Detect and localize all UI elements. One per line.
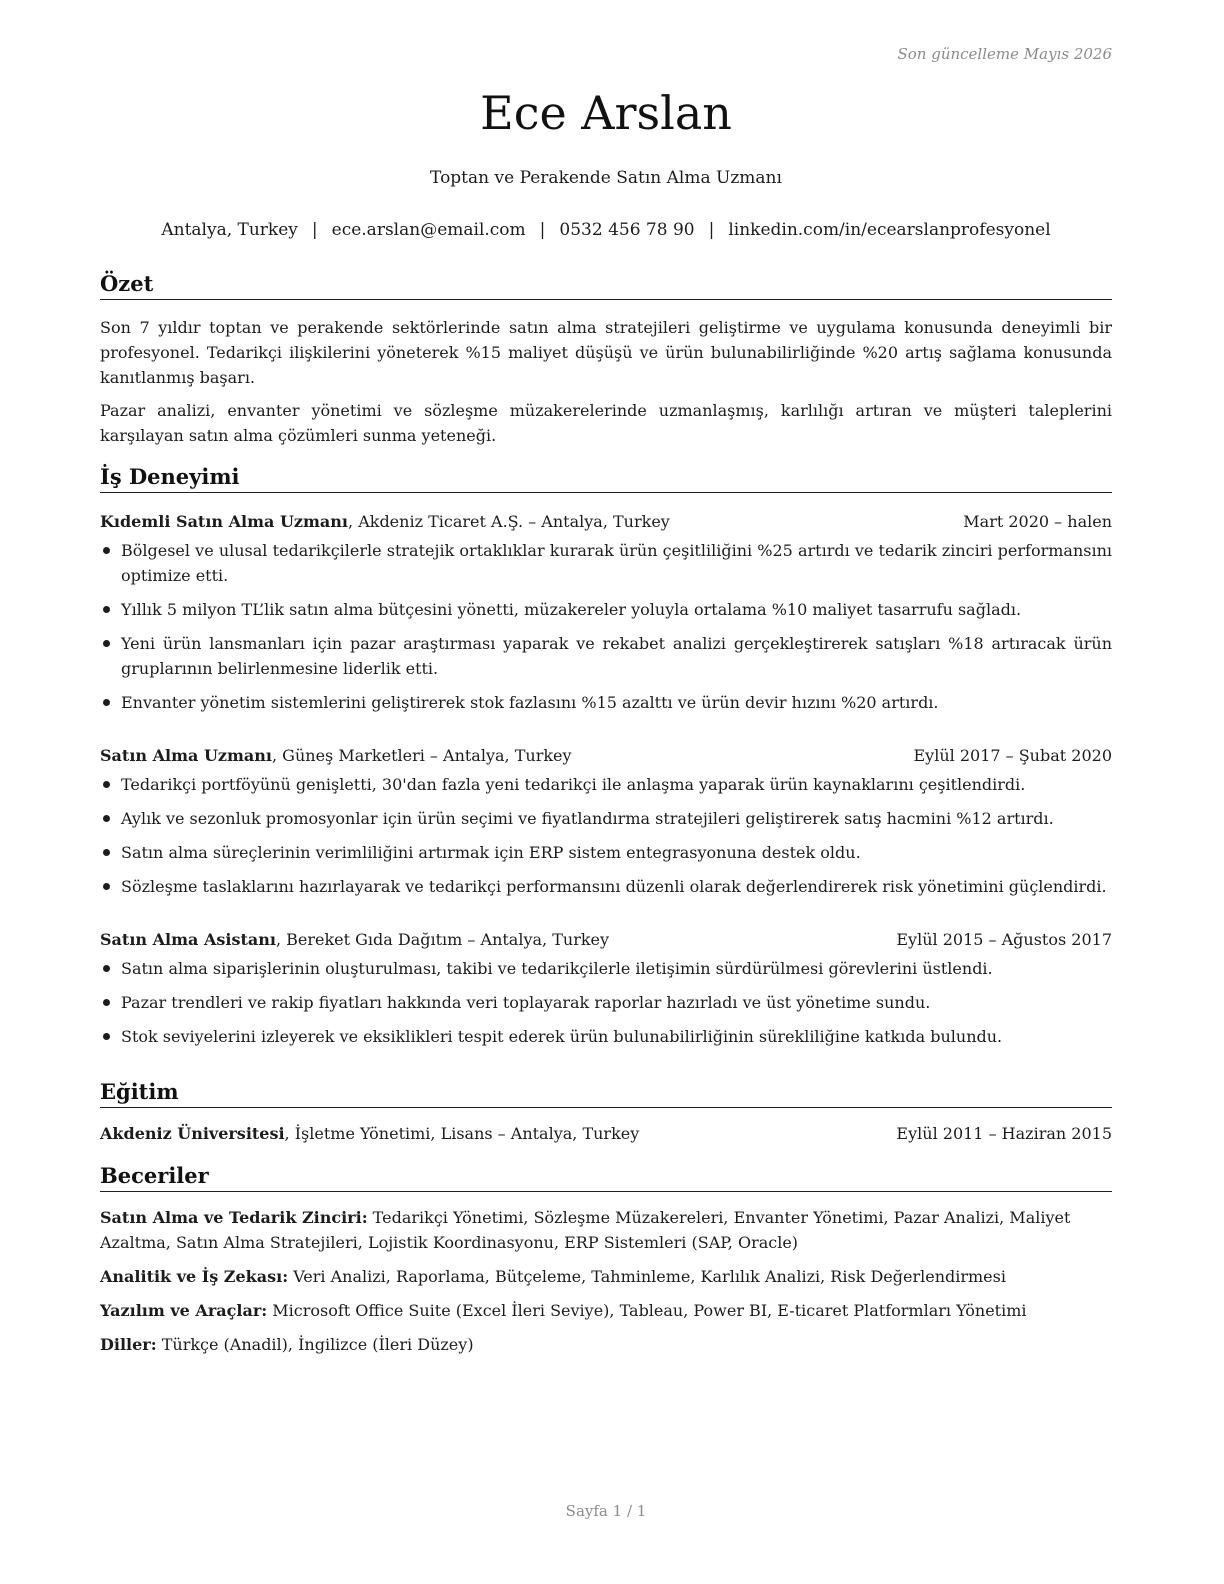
last-updated: Son güncelleme Mayıs 2026	[897, 45, 1112, 63]
skill-label: Satın Alma ve Tedarik Zinciri:	[100, 1208, 368, 1227]
skill-label: Yazılım ve Araçlar:	[100, 1301, 268, 1320]
skill-row	[100, 1332, 1112, 1357]
job-entry	[100, 927, 1112, 1049]
job-bullet: Aylık ve sezonluk promosyonlar için ürün seçimi ve fiyatlandırma stratejileri geliştirerek satış hacmini %12 artırdı.	[100, 806, 1112, 831]
skill-label: Diller:	[100, 1335, 157, 1354]
candidate-name: Ece Arslan	[480, 86, 732, 140]
job-role: Kıdemli Satın Alma Uzmanı	[100, 512, 349, 531]
job-bullet: Yeni ürün lansmanları için pazar araştırması yaparak ve rekabet analizi gerçekleştirerek satışları %18 artıracak ürün gruplarının belirlenmesine liderlik etti.	[100, 631, 1112, 681]
job-company: , Akdeniz Ticaret A.Ş. – Antalya, Turkey	[348, 512, 670, 531]
section-heading: Beceriler	[100, 1163, 1112, 1192]
skills-section	[100, 1163, 1112, 1357]
job-bullet: Sözleşme taslaklarını hazırlayarak ve tedarikçi performansını düzenli olarak değerlendirerek risk yönetimini güçlendirdi.	[100, 874, 1112, 899]
job-bullet: Envanter yönetim sistemlerini geliştirerek stok fazlasını %15 azalttı ve ürün devir hızını %20 artırdı.	[100, 690, 1112, 715]
job-bullets	[100, 956, 1112, 1049]
contact-line	[100, 220, 1112, 240]
job-bullets	[100, 538, 1112, 715]
job-entry	[100, 509, 1112, 715]
job-bullet: Bölgesel ve ulusal tedarikçilerle stratejik ortaklıklar kurarak ürün çeşitliliğini %25 artırdı ve tedarik zinciri performansını optimize etti.	[100, 538, 1112, 588]
job-header	[100, 509, 1112, 534]
skill-value: Microsoft Office Suite (Excel İleri Seviye), Tableau, Power BI, E-ticaret Platformları Yönetimi	[267, 1301, 1027, 1320]
contact-phone[interactable]: 0532 456 78 90	[559, 220, 695, 240]
skill-row	[100, 1298, 1112, 1323]
contact-email[interactable]: ece.arslan@email.com	[331, 220, 526, 240]
job-bullets	[100, 772, 1112, 899]
skill-label: Analitik ve İş Zekası:	[100, 1267, 289, 1286]
summary-section	[100, 271, 1112, 448]
education-detail: , İşletme Yönetimi, Lisans – Antalya, Turkey	[284, 1124, 640, 1143]
education-dates: Eylül 2011 – Haziran 2015	[896, 1124, 1112, 1143]
section-heading: İş Deneyimi	[100, 464, 1112, 493]
summary-paragraph: Son 7 yıldır toptan ve perakende sektörlerinde satın alma stratejileri geliştirme ve uygulama konusunda deneyimli bir profesyonel. Tedarikçi ilişkilerini yöneterek %15 maliyet düşüşü ve ürün bulunabilirliğinde %20 artış sağlama konusunda kanıtlanmış başarı.	[100, 318, 1112, 387]
skill-value: Türkçe (Anadil), İngilizce (İleri Düzey)	[156, 1335, 474, 1354]
skill-value: Veri Analizi, Raporlama, Bütçeleme, Tahminleme, Karlılık Analizi, Risk Değerlendirmesi	[288, 1267, 1006, 1286]
contact-location: Antalya, Turkey	[161, 220, 298, 240]
job-dates: Eylül 2015 – Ağustos 2017	[896, 930, 1112, 949]
job-header	[100, 927, 1112, 952]
education-section	[100, 1079, 1112, 1146]
education-school: Akdeniz Üniversitesi	[100, 1124, 285, 1143]
experience-section	[100, 464, 1112, 1049]
job-bullet: Stok seviyelerini izleyerek ve eksiklikleri tespit ederek ürün bulunabilirliğinin sürekliliğine katkıda bulundu.	[100, 1024, 1112, 1049]
job-bullet: Satın alma süreçlerinin verimliliğini artırmak için ERP sistem entegrasyonuna destek oldu.	[100, 840, 1112, 865]
candidate-title: Toptan ve Perakende Satın Alma Uzmanı	[430, 168, 782, 188]
job-entry	[100, 743, 1112, 899]
contact-linkedin[interactable]: linkedin.com/in/ecearslanprofesyonel	[728, 220, 1051, 240]
resume-page	[100, 0, 1112, 1584]
job-dates: Mart 2020 – halen	[963, 512, 1112, 531]
contact-separator: |	[708, 220, 715, 240]
skill-value: Tedarikçi Yönetimi, Sözleşme Müzakereleri, Envanter Yönetimi, Pazar Analizi, Maliyet Azaltma, Satın Alma Stratejileri, Lojistik Koordinasyonu, ERP Sistemleri (SAP, Oracle)	[100, 1208, 1071, 1252]
section-heading: Eğitim	[100, 1079, 1112, 1108]
contact-separator: |	[311, 220, 318, 240]
job-role: Satın Alma Uzmanı	[100, 746, 272, 765]
job-company: , Bereket Gıda Dağıtım – Antalya, Turkey	[275, 930, 610, 949]
page-number: Sayfa 1 / 1	[565, 1502, 647, 1520]
job-dates: Eylül 2017 – Şubat 2020	[913, 746, 1112, 765]
job-bullet: Pazar trendleri ve rakip fiyatları hakkında veri toplayarak raporlar hazırladı ve üst yönetime sundu.	[100, 990, 1112, 1015]
contact-separator: |	[539, 220, 546, 240]
job-header	[100, 743, 1112, 768]
job-bullet: Tedarikçi portföyünü genişletti, 30'dan fazla yeni tedarikçi ile anlaşma yaparak ürün kaynaklarını çeşitlendirdi.	[100, 772, 1112, 797]
education-entry	[100, 1121, 1112, 1146]
skill-row	[100, 1264, 1112, 1289]
section-heading: Özet	[100, 271, 1112, 300]
job-role: Satın Alma Asistanı	[100, 930, 276, 949]
job-bullet: Satın alma siparişlerinin oluşturulması, takibi ve tedarikçilerle iletişimin sürdürülmesi görevlerini üstlendi.	[100, 956, 1112, 981]
summary-paragraph: Pazar analizi, envanter yönetimi ve sözleşme müzakerelerinde uzmanlaşmış, karlılığı artıran ve müşteri taleplerini karşılayan satın alma çözümleri sunma yeteneği.	[100, 401, 1112, 445]
job-bullet: Yıllık 5 milyon TL’lik satın alma bütçesini yönetti, müzakereler yoluyla ortalama %10 maliyet tasarrufu sağladı.	[100, 597, 1112, 622]
skill-row	[100, 1205, 1112, 1255]
job-company: , Güneş Marketleri – Antalya, Turkey	[272, 746, 572, 765]
